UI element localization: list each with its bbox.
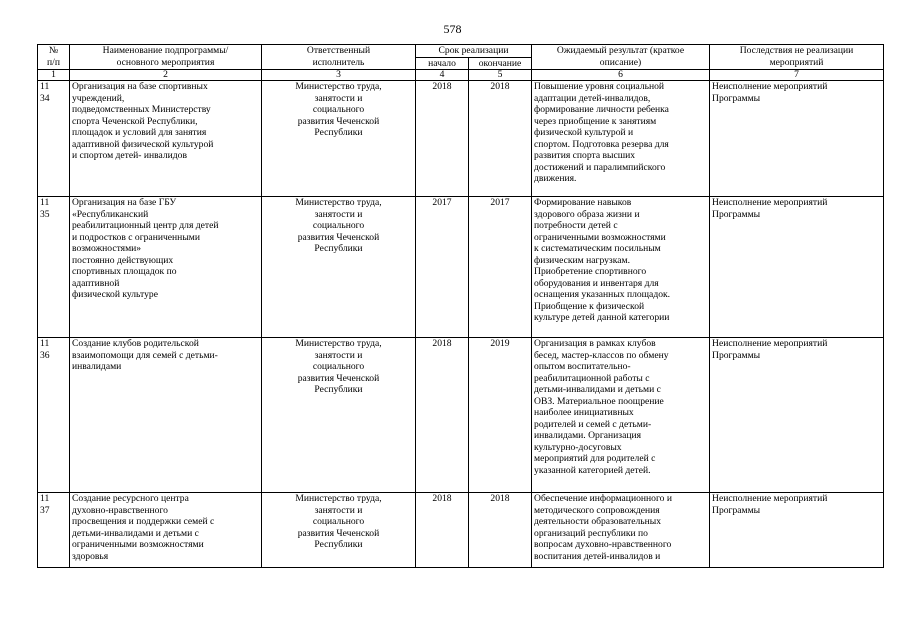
consequences: Неисполнение мероприятий Программы — [710, 338, 884, 493]
expected-result: Организация в рамках клубов бесед, мастер-классов по обмену опытом воспитательно- реабилитационной работы с детьми-инвалидами и детьми с ОВЗ. Материальное поощрение наиболее инициативных родителей и семей с детьми- инвалидами. Организация культурно-досуговых мероприятий для родителей с указанной категорией детей. — [532, 338, 710, 493]
header-consequences: Последствия не реализации мероприятий — [710, 45, 884, 70]
responsible-executor: Министерство труда, занятости и социального развития Чеченской Республики — [262, 197, 416, 338]
program-activities-table — [37, 44, 884, 568]
column-number: 2 — [70, 70, 262, 81]
header-start: начало — [416, 57, 469, 70]
column-number: 5 — [469, 70, 532, 81]
header-period: Срок реализации — [416, 45, 532, 58]
header-executor: Ответственный исполнитель — [262, 45, 416, 70]
consequences: Неисполнение мероприятий Программы — [710, 197, 884, 338]
activity-name: Создание ресурсного центра духовно-нравственного просвещения и поддержки семей с детьми-инвалидами и детьми с ограниченными возможностями здоровья — [70, 493, 262, 568]
page-number: 578 — [443, 22, 462, 36]
table-row — [38, 197, 884, 338]
expected-result: Повышение уровня социальной адаптации детей-инвалидов, формирование личности ребенка через приобщение к занятиям физической культурой и спортом. Подготовка резерва для развития спорта высших достижений и паралимпийского движения. — [532, 81, 710, 197]
start-year: 2018 — [416, 81, 469, 197]
consequences: Неисполнение мероприятий Программы — [710, 493, 884, 568]
column-number: 1 — [38, 70, 70, 81]
responsible-executor: Министерство труда, занятости и социального развития Чеченской Республики — [262, 493, 416, 568]
expected-result: Обеспечение информационного и методического сопровождения деятельности образовательных организаций республики по вопросам духовно-нравственного воспитания детей-инвалидов и — [532, 493, 710, 568]
end-year: 2018 — [469, 81, 532, 197]
start-year: 2018 — [416, 338, 469, 493]
column-number: 7 — [710, 70, 884, 81]
end-year: 2019 — [469, 338, 532, 493]
responsible-executor: Министерство труда, занятости и социального развития Чеченской Республики — [262, 81, 416, 197]
end-year: 2018 — [469, 493, 532, 568]
expected-result: Формирование навыков здорового образа жизни и потребности детей с ограниченными возможностями к систематическим посильным физическим нагрузкам. Приобретение спортивного оборудования и инвентаря для оснащения указанных площадок. Приобщение к физической культуре детей данной категории — [532, 197, 710, 338]
table-row — [38, 81, 884, 197]
header-row-1 — [38, 45, 884, 58]
column-number: 4 — [416, 70, 469, 81]
table-row — [38, 338, 884, 493]
activity-name: Организация на базе ГБУ «Республиканский реабилитационный центр для детей и подростков с ограниченными возможностями» постоянно действующих спортивных площадок по адаптивной физической культуре — [70, 197, 262, 338]
column-number: 6 — [532, 70, 710, 81]
column-number-row — [38, 70, 884, 81]
header-num: № п/п — [38, 45, 70, 70]
header-name: Наименование подпрограммы/ основного мероприятия — [70, 45, 262, 70]
start-year: 2017 — [416, 197, 469, 338]
activity-name: Создание клубов родительской взаимопомощи для семей с детьми- инвалидами — [70, 338, 262, 493]
column-number: 3 — [262, 70, 416, 81]
end-year: 2017 — [469, 197, 532, 338]
header-result: Ожидаемый результат (краткое описание) — [532, 45, 710, 70]
start-year: 2018 — [416, 493, 469, 568]
row-number: 11 37 — [38, 493, 70, 568]
table-row — [38, 493, 884, 568]
row-number: 11 35 — [38, 197, 70, 338]
row-number: 11 36 — [38, 338, 70, 493]
row-number: 11 34 — [38, 81, 70, 197]
activity-name: Организация на базе спортивных учреждений, подведомственных Министерству спорта Чеченской Республики, площадок и условий для занятия адаптивной физической культурой и спортом детей- инвалидов — [70, 81, 262, 197]
responsible-executor: Министерство труда, занятости и социального развития Чеченской Республики — [262, 338, 416, 493]
header-end: окончание — [469, 57, 532, 70]
consequences: Неисполнение мероприятий Программы — [710, 81, 884, 197]
